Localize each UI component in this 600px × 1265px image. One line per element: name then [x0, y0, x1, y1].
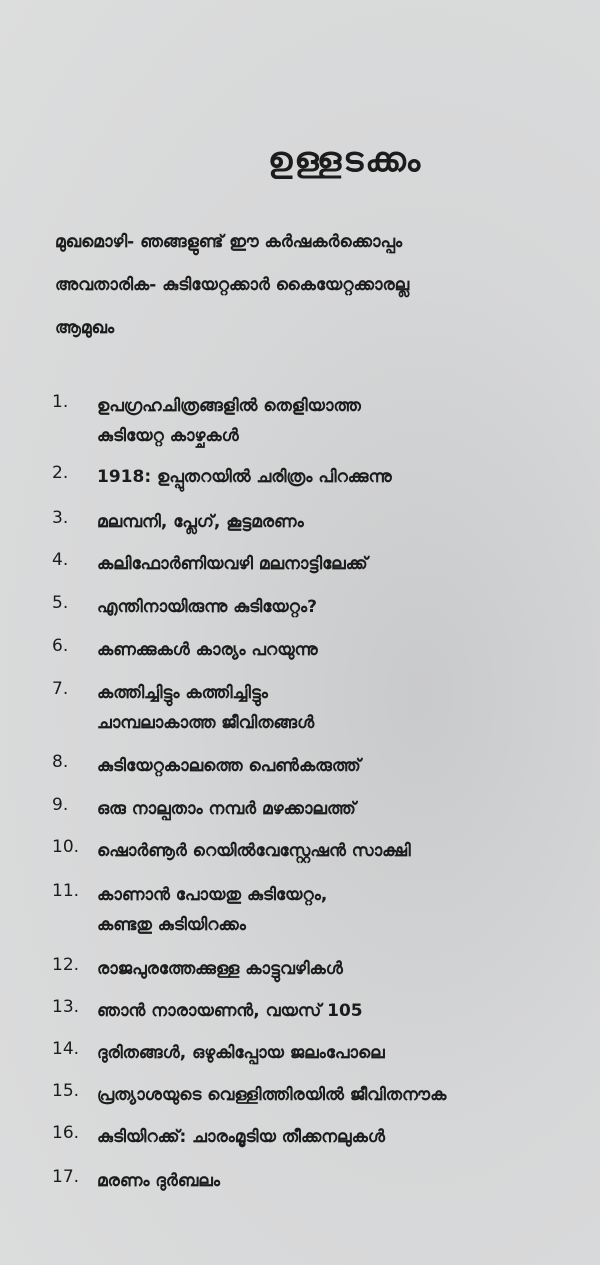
entry-title-line: കാണാൻ പോയതു കുടിയേറ്റം, — [97, 885, 328, 905]
entry-number: 15. — [52, 1081, 80, 1101]
entry-title-line: മലമ്പനി, പ്ലേഗ്, കൂട്ടമരണം — [97, 512, 304, 532]
entry-number: 8. — [52, 752, 69, 772]
front-matter-preface: ആമുഖം — [55, 318, 115, 338]
entry-title-line: ചാമ്പലാകാത്ത ജീവിതങ്ങൾ — [97, 713, 315, 733]
entry-number: 2. — [52, 463, 69, 483]
entry-number: 7. — [52, 679, 69, 699]
entry-number: 17. — [52, 1167, 80, 1187]
entry-title-line: കുടിയേറ്റ കാഴ്ചകൾ — [97, 426, 239, 446]
entry-title-line: ഉപഗ്രഹചിത്രങ്ങളിൽ തെളിയാത്ത — [97, 396, 361, 416]
front-matter-foreword: മുഖമൊഴി- ഞങ്ങളുണ്ട് ഈ കർഷകർക്കൊപ്പം — [55, 232, 403, 252]
entry-title-line: ഞാൻ നാരായണൻ, വയസ് 105 — [97, 1001, 363, 1021]
entry-title-line: രാജപുരത്തേക്കുള്ള കാട്ടുവഴികൾ — [97, 959, 343, 979]
entry-number: 9. — [52, 795, 69, 815]
entry-number: 14. — [52, 1039, 80, 1059]
entry-title-line: കത്തിച്ചിട്ടും കത്തിച്ചിട്ടും — [97, 683, 268, 703]
entry-number: 13. — [52, 997, 80, 1017]
entry-number: 16. — [52, 1123, 80, 1143]
page-title: ഉള്ളടക്കം — [267, 140, 423, 180]
entry-title-line: ഒരു നാല്പതാം നമ്പർ മഴക്കാലത്ത് — [97, 799, 356, 819]
entry-title-line: കലിഫോർണിയവഴി മലനാട്ടിലേക്ക് — [97, 554, 368, 574]
entry-title-line: എന്തിനായിരുന്നു കുടിയേറ്റം? — [97, 597, 317, 617]
entry-title-line: മരണം ദുർബലം — [97, 1171, 220, 1191]
entry-title-line: ഷൊർണൂർ റെയിൽവേസ്റ്റേഷൻ സാക്ഷി — [97, 841, 411, 861]
entry-number: 12. — [52, 955, 80, 975]
entry-title-line: പ്രത്യാശയുടെ വെള്ളിത്തിരയിൽ ജീവിതനൗക — [97, 1085, 447, 1105]
entry-title-line: കണക്കുകൾ കാര്യം പറയുന്നു — [97, 640, 318, 660]
entry-number: 6. — [52, 636, 69, 656]
entry-number: 1. — [52, 392, 69, 412]
entry-number: 5. — [52, 593, 69, 613]
entry-number: 11. — [52, 881, 80, 901]
entry-number: 4. — [52, 550, 69, 570]
entry-title-line: ദുരിതങ്ങൾ, ഒഴുകിപ്പോയ ജലംപോലെ — [97, 1043, 385, 1063]
entry-title-line: കണ്ടതു കുടിയിറക്കം — [97, 915, 246, 935]
entry-number: 10. — [52, 837, 80, 857]
entry-title-line: കുടിയിറക്ക്: ചാരംമൂടിയ തീക്കനലുകൾ — [97, 1127, 385, 1147]
entry-title-line: കുടിയേറ്റകാലത്തെ പെൺകരുത്ത് — [97, 756, 361, 776]
entry-title-line: 1918: ഉപ്പുതറയിൽ ചരിത്രം പിറക്കുന്നു — [97, 467, 392, 487]
front-matter-introduction: അവതാരിക- കുടിയേറ്റക്കാർ കൈയേറ്റക്കാരല്ല — [55, 275, 410, 295]
entry-number: 3. — [52, 508, 69, 528]
